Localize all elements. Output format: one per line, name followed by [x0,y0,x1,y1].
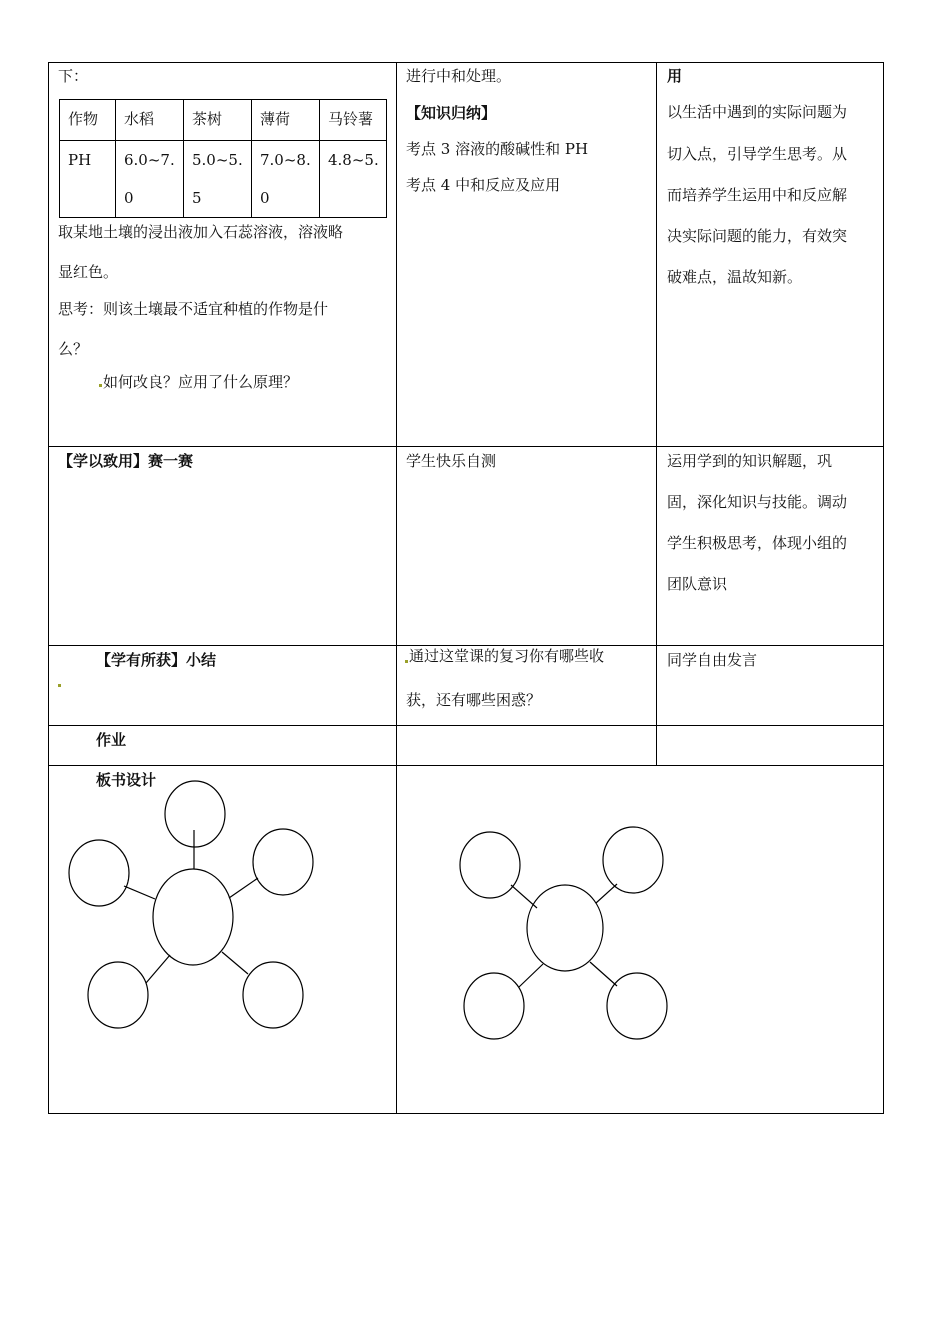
header-cell: 茶树 [184,100,252,141]
row1-col3-line: 而培养学生运用中和反应解 [667,186,848,204]
summary-heading: 【学有所获】小结 [96,651,217,669]
row1-col3-line: 以生活中遇到的实际问题为 [667,103,848,121]
branch-circle [607,973,667,1039]
row1-text-3: 如何改良？应用了什么原理？ [103,373,299,391]
row2-col3-line: 团队意识 [667,575,728,593]
row1-col3-line: 决实际问题的能力，有效突 [667,227,848,245]
row2-col3-line: 学生积极思考，体现小组的 [667,534,848,552]
free-speech-text: 同学自由发言 [667,651,758,669]
row1-intro-text: 下： [58,67,89,85]
connector-line [590,962,617,986]
row1-text-1a: 取某地土壤的浸出液加入石蕊溶液，溶液略 [58,223,344,241]
exam-point-4: 考点 4 中和反应及应用 [406,176,561,194]
header-cell: 水稻 [116,100,184,141]
connector-line [519,964,543,987]
row1-text-2b: 么？ [58,340,89,358]
exam-point-3: 考点 3 溶液的酸碱性和 PH [406,140,589,158]
ph-value-line1: 7.0~8. [260,151,311,169]
row-label: PH [68,151,92,169]
row1-text-1b: 显红色。 [58,263,119,281]
knowledge-summary-heading: 【知识归纳】 [406,104,497,122]
row1-text-2a: 思考：则该土壤最不适宜种植的作物是什 [58,300,329,318]
branch-circle [603,827,663,893]
ph-value-line2: 0 [124,189,134,207]
reflection-question-line2: 获，还有哪些困惑？ [406,691,542,709]
branch-circle [460,832,520,898]
ph-value-line1: 5.0~5. [192,151,243,169]
header-cell: 作物 [60,100,116,141]
row2-col3-line: 固，深化知识与技能。调动 [667,493,848,511]
self-test-text: 学生快乐自测 [406,452,497,470]
center-circle [527,885,603,971]
row2-col3-line: 运用学到的知识解题，巩 [667,452,833,470]
header-cell: 马铃薯 [320,100,387,141]
branch-circle [464,973,524,1039]
row1-col3-heading: 用 [667,67,683,85]
homework-heading: 作业 [96,731,127,749]
row1-col3-line: 切入点，引导学生思考。从 [667,145,848,163]
ph-value-line2: 5 [192,189,202,207]
header-cell: 薄荷 [252,100,320,141]
connector-line [511,885,537,908]
board-design-heading: 板书设计 [96,771,157,789]
reflection-question-line1: 通过这堂课的复习你有哪些收 [409,647,605,665]
row1-col3-line: 破难点，温故知新。 [667,268,803,286]
row1-col2-text: 进行中和处理。 [406,67,512,85]
connector-line [596,884,617,903]
apply-learning-heading: 【学以致用】赛一赛 [58,452,194,470]
ph-value-line1: 4.8~5. [328,151,379,169]
ph-value-line2: 0 [260,189,270,207]
ph-value-line1: 6.0~7. [124,151,175,169]
